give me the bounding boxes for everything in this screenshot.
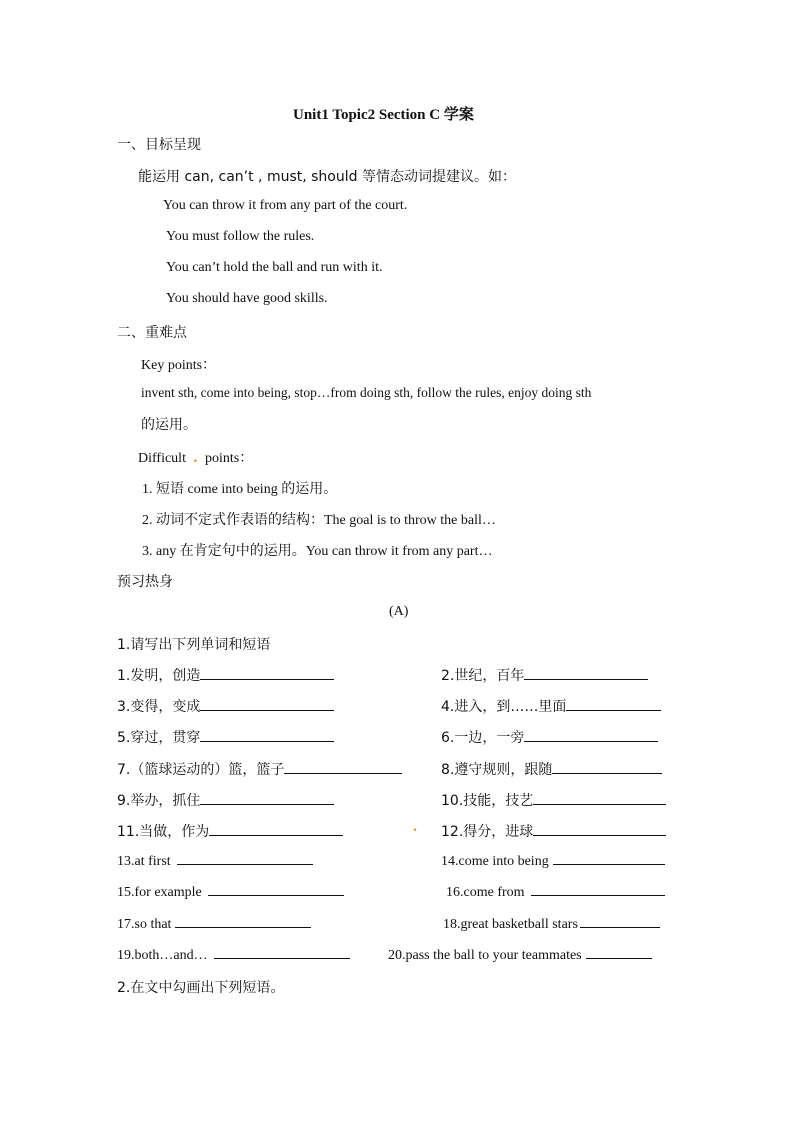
difficult-point: 2. 动词不定式作表语的结构：The goal is to throw the ball…: [142, 513, 496, 528]
answer-blank[interactable]: [553, 852, 665, 865]
answer-blank[interactable]: [200, 667, 334, 680]
vocab-item-4: [441, 696, 661, 716]
vocab-item-17: [117, 915, 311, 933]
vocab-item-19: [117, 946, 350, 964]
vocab-label: 19.both…and…: [117, 948, 208, 963]
answer-blank[interactable]: [533, 823, 666, 836]
part-a-label: (A): [389, 604, 409, 619]
key-points-line: invent sth, come into being, stop…from doing sth, follow the rules, enjoy doing sth: [141, 385, 592, 400]
vocab-item-15: [117, 883, 344, 901]
answer-blank[interactable]: [580, 915, 660, 928]
answer-blank[interactable]: [552, 761, 662, 774]
vocab-label: 3.变得，变成: [117, 699, 201, 715]
example-sentence: You can’t hold the ball and run with it.: [166, 260, 383, 275]
vocab-label: 1.发明，创造: [117, 668, 201, 684]
example-sentence: You must follow the rules.: [166, 229, 315, 244]
emphasis-dot: .: [413, 818, 417, 835]
answer-blank[interactable]: [531, 883, 665, 896]
key-points-label: Key points：: [141, 358, 217, 373]
vocab-item-14: [441, 852, 665, 870]
answer-blank[interactable]: [209, 823, 343, 836]
vocab-label: 17.so that: [117, 917, 172, 932]
answer-blank[interactable]: [175, 915, 311, 928]
vocab-label: 14.come into being: [441, 854, 549, 869]
difficult-point: 1. 短语 come into being 的运用。: [142, 482, 338, 497]
difficult-points-label: [138, 447, 253, 467]
section-1-intro: 能运用 can, can’t , must, should 等情态动词提建议。如：: [138, 169, 516, 185]
preview-heading: 预习热身: [117, 574, 173, 590]
vocab-label: 12.得分，进球: [441, 824, 534, 840]
answer-blank[interactable]: [533, 792, 666, 805]
question-1-heading: 1.请写出下列单词和短语: [117, 637, 271, 653]
vocab-item-20: [388, 946, 652, 964]
vocab-item-5: [117, 727, 334, 747]
section-2-heading: 二、重难点: [117, 325, 187, 341]
difficult-label-text: Difficult: [138, 451, 186, 466]
document-title: Unit1 Topic2 Section C 学案: [293, 107, 474, 123]
vocab-label: 18.great basketball stars: [443, 917, 578, 932]
answer-blank[interactable]: [566, 698, 661, 711]
example-sentence: You can throw it from any part of the court.: [163, 198, 408, 213]
vocab-item-11: [117, 821, 343, 841]
vocab-item-1: [117, 665, 334, 685]
vocab-item-6: [441, 727, 658, 747]
vocab-item-16: [446, 883, 665, 901]
answer-blank[interactable]: [177, 852, 313, 865]
vocab-label: 15.for example: [117, 885, 202, 900]
vocab-item-7: [117, 759, 402, 779]
answer-blank[interactable]: [200, 698, 334, 711]
difficult-point: 3. any 在肯定句中的运用。You can throw it from any part…: [142, 544, 493, 559]
example-sentence: You should have good skills.: [166, 291, 328, 306]
answer-blank[interactable]: [214, 946, 350, 959]
key-points-line-end: 的运用。: [141, 417, 197, 433]
vocab-label: 2.世纪，百年: [441, 668, 525, 684]
vocab-label: 20.pass the ball to your teammates: [388, 948, 582, 963]
vocab-label: 7.（篮球运动的）篮，篮子: [117, 762, 285, 778]
answer-blank[interactable]: [200, 729, 334, 742]
question-2-heading: 2.在文中勾画出下列短语。: [117, 980, 285, 996]
answer-blank[interactable]: [524, 729, 658, 742]
vocab-label: 10.技能，技艺: [441, 793, 534, 809]
answer-blank[interactable]: [200, 792, 334, 805]
vocab-item-8: [441, 759, 662, 779]
vocab-label: 11.当做，作为: [117, 824, 210, 840]
vocab-label: 9.举办，抓住: [117, 793, 201, 809]
vocab-item-13: [117, 852, 313, 870]
vocab-label: 13.at first: [117, 854, 171, 869]
vocab-label: 4.进入，到……里面: [441, 699, 567, 715]
vocab-item-10: [441, 790, 666, 810]
vocab-item-2: [441, 665, 648, 685]
points-label-text: points：: [204, 451, 254, 466]
vocab-item-3: [117, 696, 334, 716]
answer-blank[interactable]: [208, 883, 344, 896]
answer-blank[interactable]: [284, 761, 402, 774]
emphasis-dot: .: [189, 449, 202, 466]
vocab-item-12: [441, 821, 666, 841]
vocab-label: 6.一边，一旁: [441, 730, 525, 746]
answer-blank[interactable]: [524, 667, 648, 680]
vocab-item-9: [117, 790, 334, 810]
vocab-label: 16.come from: [446, 885, 525, 900]
answer-blank[interactable]: [586, 946, 652, 959]
vocab-label: 8.遵守规则，跟随: [441, 762, 553, 778]
section-1-heading: 一、目标呈现: [117, 137, 201, 153]
vocab-label: 5.穿过，贯穿: [117, 730, 201, 746]
vocab-item-18: [443, 915, 660, 933]
